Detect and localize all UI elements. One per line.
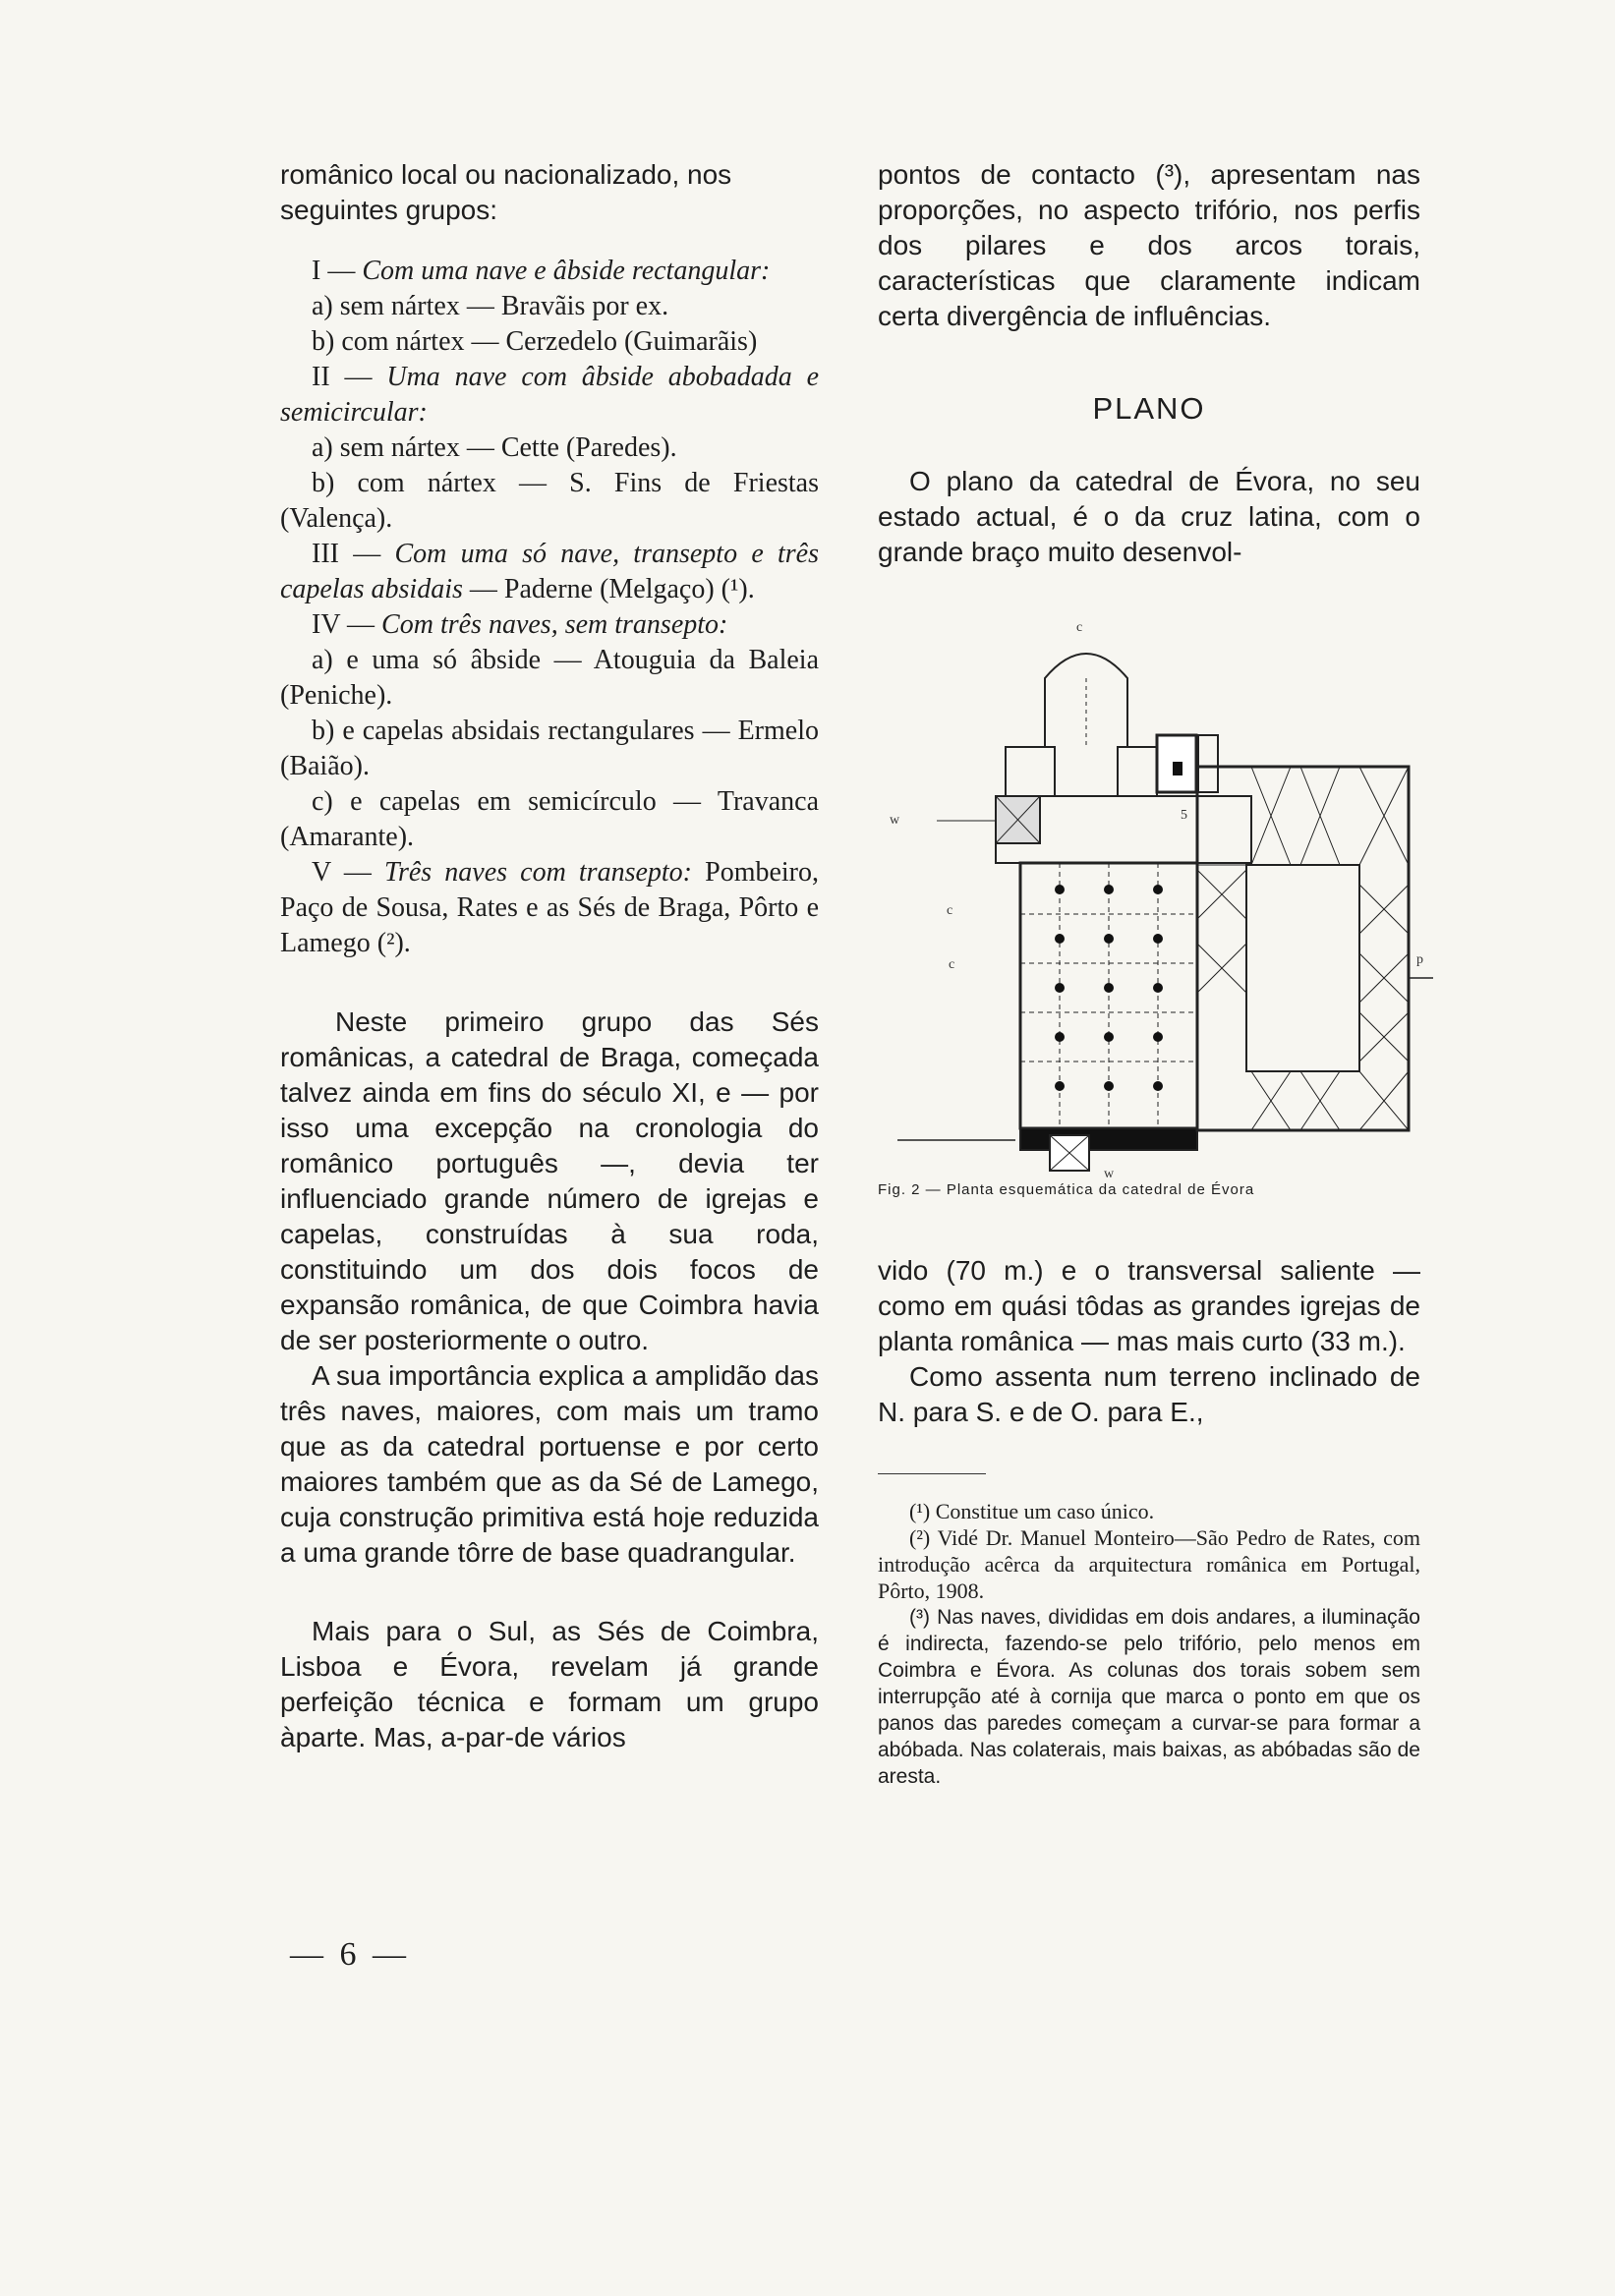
group-4: IV — Com três naves, sem transepto: [312, 609, 728, 640]
plan-west-front [1020, 1128, 1197, 1150]
plan-label-bottom: w [1104, 1167, 1115, 1181]
right-column-continued [878, 1253, 1420, 1790]
group-list [280, 254, 819, 961]
intro-paragraph: românico local ou nacionalizado, nos seguintes grupos: [280, 159, 732, 225]
footnote-divider [878, 1473, 986, 1474]
plan-label-s: 5 [1181, 808, 1187, 823]
plan-label-b: c [949, 957, 955, 972]
plan-chapel-left [1006, 747, 1055, 796]
paragraph-south: Mais para o Sul, as Sés de Coimbra, Lisboa e Évora, revelam já grande perfeição técnica e formam um grupo àparte. Mas, a-par-de vários [280, 1616, 819, 1752]
plan-label-east: p [1416, 952, 1423, 967]
plan-label-west: w [890, 813, 900, 828]
plan-apse [1045, 654, 1127, 747]
group-2: II — Uma nave com âbside abobadada e semicircular: [280, 362, 820, 428]
plan-label-top: c [1076, 620, 1083, 635]
group-4b: b) e capelas absidais rectangulares — Ermelo (Baião). [280, 716, 819, 781]
group-2a: a) sem nártex — Cette (Paredes). [312, 432, 677, 463]
paragraph-plan: O plano da catedral de Évora, no seu estado actual, é o da cruz latina, com o grande braço muito desenvol- [878, 466, 1420, 567]
figure-caption: Fig. 2 — Planta esquemática da catedral de Évora [878, 1181, 1255, 1198]
paragraph-dimensions: vido (70 m.) e o transversal saliente — como em quási tôdas as grandes igrejas de planta românica — mas mais curto (33 m.). [878, 1255, 1420, 1356]
group-5: V — Três naves com transepto: Pombeiro, Paço de Sousa, Rates e as Sés de Braga, Pôrto e Lamego (²). [280, 857, 820, 958]
floor-plan-figure [878, 619, 1438, 1181]
plan-label-a: c [947, 903, 953, 918]
paragraph-braga: Neste primeiro grupo das Sés românicas, a catedral de Braga, começada talvez ainda em fins do século XI, e — por isso uma excepção na cronologia do românico português —, devia ter influenciado grande número de igrejas e capelas, construídas à sua roda, constituindo um dos dois focos de expansão românica, de que Coimbra havia de ser posteriormente o outro. [280, 1006, 819, 1355]
group-4a: a) e uma só âbside — Atouguia da Baleia (Peniche). [280, 645, 819, 711]
group-3: III — Com uma só nave, transepto e três capelas absidais — Paderne (Melgaço) (¹). [280, 539, 819, 604]
footnote-3: (³) Nas naves, divididas em dois andares, a iluminação é indirecta, fazendo-se pelo trifório, pelo menos em Coimbra e Évora. As colunas dos torais sobem sem interrupção até à cornija que marca o ponto em que os panos das paredes começam a curvar-se para formar a abóbada. Nas colaterais, mais baixas, as abóbadas são de aresta. [878, 1606, 1420, 1788]
group-1b: b) com nártex — Cerzedelo (Guimarãis) [312, 326, 758, 357]
group-4c: c) e capelas em semicírculo — Travanca (Amarante). [280, 786, 819, 852]
footnote-2: (²) Vidé Dr. Manuel Monteiro—São Pedro de Rates, com introdução acêrca da arquitectura românica em Portugal, Pôrto, 1908. [878, 1525, 1420, 1603]
section-heading: PLANO [1092, 391, 1206, 426]
page-number: — 6 — [290, 1936, 410, 1973]
paragraph-terrain: Como assenta num terreno inclinado de N. para S. e de O. para E., [878, 1361, 1420, 1427]
footnotes [878, 1498, 1420, 1790]
right-column [878, 157, 1420, 570]
footnote-1: (¹) Constitue um caso único. [909, 1499, 1155, 1523]
left-column [280, 157, 819, 1755]
group-1a: a) sem nártex — Bravãis por ex. [312, 291, 669, 321]
plan-chapel-right [1118, 747, 1157, 796]
group-2b: b) com nártex — S. Fins de Friestas (Valença). [280, 468, 819, 534]
paragraph-contacts: pontos de contacto (³), apresentam nas proporções, no aspecto trifório, nos perfis dos pilares e dos arcos torais, características que claramente indicam certa divergência de influências. [878, 159, 1420, 331]
group-1: I — Com uma nave e âbside rectangular: [312, 256, 771, 286]
paragraph-importance: A sua importância explica a amplidão das três naves, maiores, com mais um tramo que as da catedral portuense e por certo maiores também que as da Sé de Lamego, cuja construção primitiva está hoje reduzida a uma grande tôrre de base quadrangular. [280, 1360, 819, 1568]
